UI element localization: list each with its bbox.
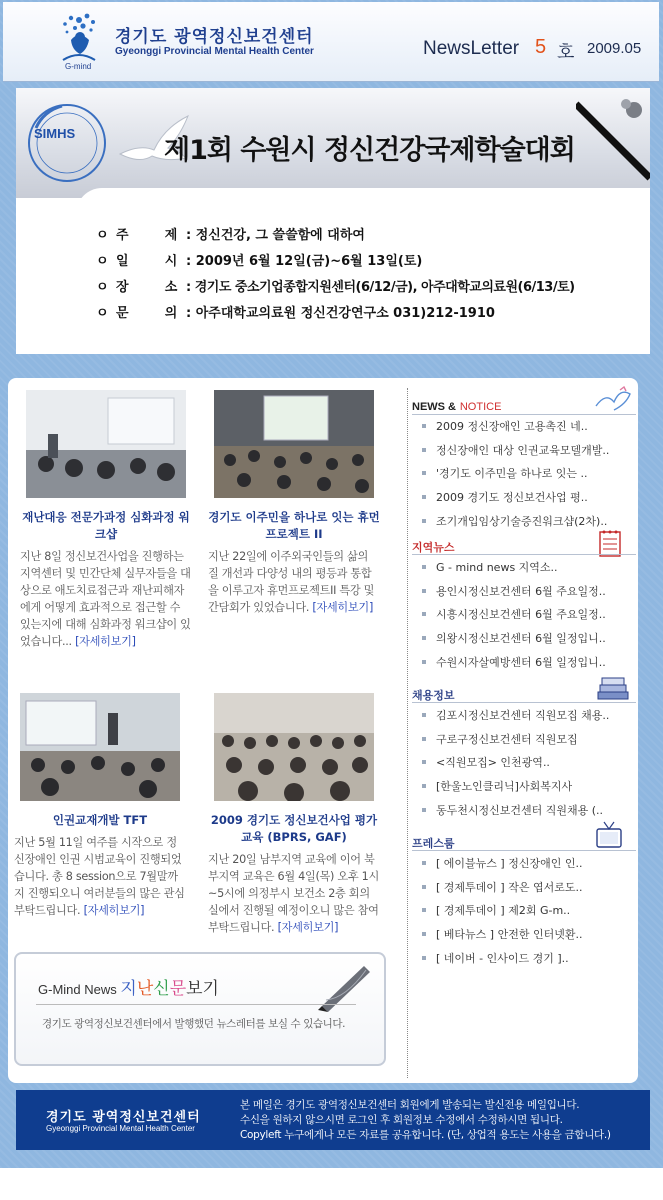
list-item[interactable] — [412, 414, 632, 438]
article-summary — [208, 548, 380, 616]
list-item-text[interactable]: G - mind news 지역소.. — [436, 560, 558, 574]
list-item[interactable] — [412, 946, 632, 970]
newsletter-label: NewsLetter — [423, 38, 520, 59]
logo-caption: G-mind — [65, 62, 92, 71]
list-item[interactable] — [412, 650, 632, 674]
article-photo[interactable] — [20, 693, 180, 801]
news-notice-title-a: NEWS & — [412, 401, 456, 413]
bullet-icon — [422, 589, 426, 593]
list-item-text[interactable]: 2009 경기도 정신보건사업 평.. — [436, 490, 588, 504]
footer — [16, 1090, 650, 1150]
bullet-icon — [422, 885, 426, 889]
article-title[interactable]: 인권교재개발 TFT — [52, 813, 148, 827]
read-more-link[interactable]: [자세히보기] — [277, 921, 339, 934]
bullet-icon — [422, 760, 426, 764]
conference-banner[interactable] — [16, 88, 650, 354]
list-item-text[interactable]: 정신장애인 대상 인권교육모델개발.. — [436, 443, 610, 457]
read-more-link[interactable]: [자세히보기] — [75, 635, 136, 648]
bullet-icon — [422, 424, 426, 428]
bullet-icon — [422, 737, 426, 741]
info-bullet: ㅇ — [96, 305, 109, 321]
archive-title-suffix: 보기 — [186, 979, 219, 998]
bullet-icon — [422, 471, 426, 475]
article-body-text: 지난 20일 남부지역 교육에 이어 북부지역 교육은 6월 4일(목) 오후 1시~5시에 의정부시 보건소 2층 회의실에서 진행될 예정이오니 많은 참여 부탁드립니다. — [208, 853, 379, 934]
list-item[interactable] — [412, 626, 632, 650]
banner-title: 제1회 수원시 정신건강국제학술대회 — [164, 135, 575, 166]
local-news-list — [412, 555, 632, 673]
list-item[interactable] — [412, 750, 632, 774]
list-item-text[interactable]: 2009 정신장애인 고용촉진 네.. — [436, 419, 588, 433]
footer-line: Copyleft 누구에게나 모든 자료를 공유합니다. (단, 상업적 용도는 사용을 금합니다.) — [240, 1129, 611, 1141]
bullet-icon — [422, 636, 426, 640]
bullet-icon — [422, 784, 426, 788]
list-item[interactable] — [412, 602, 632, 626]
issue-suffix: 호 — [557, 42, 575, 63]
article-body-text: 지난 22일에 이주외국인들의 삶의 질 개선과 다양성 내의 평등과 통합을 이루고자 휴먼프로젝트II 특강 및 간담회가 있었습니다. — [208, 550, 375, 614]
press-list — [412, 851, 632, 969]
list-item[interactable] — [412, 727, 632, 751]
list-item-text[interactable]: [ 네이버 - 인사이드 경기 ].. — [436, 951, 569, 965]
list-item-text[interactable]: 조기개입임상기술증진워크샵(2차).. — [436, 514, 608, 528]
tv-icon — [594, 820, 624, 850]
local-news-heading[interactable]: 지역뉴스 — [412, 541, 455, 554]
books-icon — [596, 674, 630, 702]
column-divider — [407, 388, 408, 1078]
info-row-date — [96, 246, 575, 272]
bullet-icon — [422, 932, 426, 936]
info-key: 문 의 — [116, 305, 178, 321]
archive-banner[interactable] — [14, 952, 386, 1066]
info-key: 일 시 — [116, 253, 178, 269]
bullet-icon — [422, 519, 426, 523]
scribble-heart-icon — [594, 386, 634, 412]
list-item-text[interactable]: <직원모집> 인천광역.. — [436, 756, 550, 770]
article-summary — [14, 834, 186, 919]
bullet-icon — [422, 448, 426, 452]
list-item-text[interactable]: 시흥시정신보건센터 6월 주요일정.. — [436, 608, 606, 622]
article-title[interactable]: 경기도 이주민을 하나로 잇는 휴먼 프로젝트 II — [208, 510, 380, 541]
info-row-venue — [96, 272, 575, 298]
info-bullet: ㅇ — [96, 279, 109, 295]
list-item-text[interactable]: 동두천시정신보건센터 직원채용 (.. — [436, 803, 604, 817]
news-notice-title-b: NOTICE — [459, 401, 502, 413]
info-value: : 정신건강, 그 쓸쓸함에 대하여 — [186, 227, 365, 243]
org-name-en: Gyeonggi Provincial Mental Health Center — [115, 46, 314, 57]
list-item-text[interactable]: 용인시정신보건센터 6월 주요일정.. — [436, 584, 606, 598]
jobs-list — [412, 703, 632, 821]
info-bullet: ㅇ — [96, 253, 109, 269]
footer-org-en: Gyeonggi Provincial Mental Health Center — [46, 1124, 195, 1133]
info-key: 장 소 — [116, 279, 178, 295]
simhs-badge-icon — [22, 98, 112, 188]
list-item[interactable] — [412, 898, 632, 922]
info-bullet: ㅇ — [96, 227, 109, 243]
article-summary — [20, 548, 192, 650]
list-item-text[interactable]: [ 경제투데이 ] 작은 엽서로도.. — [436, 880, 583, 894]
list-item-text[interactable]: 의왕시정신보건센터 6월 일정입니.. — [436, 631, 606, 645]
simhs-badge-text: SIMHS — [34, 126, 76, 141]
issue-number: 5 — [535, 36, 547, 58]
list-item[interactable] — [412, 851, 632, 875]
header — [3, 2, 659, 82]
footer-line: 본 메일은 경기도 광역정신보건센터 회원에게 발송되는 발신전용 메일입니다. — [240, 1099, 580, 1111]
archive-title-char: 지 — [120, 979, 137, 998]
article-card[interactable] — [14, 693, 186, 919]
mourning-ribbon-icon — [576, 98, 650, 198]
list-item[interactable] — [412, 798, 632, 822]
list-item[interactable] — [412, 875, 632, 899]
read-more-link[interactable]: [자세히보기] — [83, 904, 145, 917]
list-item-text[interactable]: [ 경제투데이 ] 제2회 G-m.. — [436, 904, 571, 918]
article-card[interactable] — [208, 693, 380, 936]
archive-description: 경기도 광역정신보건센터에서 발행했던 뉴스레터를 보실 수 있습니다. — [42, 1018, 346, 1030]
news-notice-list — [412, 414, 632, 532]
info-row-topic — [96, 220, 575, 246]
list-item[interactable] — [412, 703, 632, 727]
bullet-icon — [422, 495, 426, 499]
list-item[interactable] — [412, 461, 632, 485]
article-title[interactable]: 2009 경기도 정신보건사업 평가교육 (BPRS, GAF) — [210, 813, 378, 844]
bullet-icon — [422, 565, 426, 569]
list-item[interactable] — [412, 485, 632, 509]
article-card[interactable] — [20, 390, 192, 650]
list-item[interactable] — [412, 922, 632, 946]
list-item-text[interactable]: [한울노인클리닉]사회복지사 — [436, 779, 573, 793]
bullet-icon — [422, 660, 426, 664]
list-item[interactable] — [412, 579, 632, 603]
bullet-icon — [422, 808, 426, 812]
bullet-icon — [422, 612, 426, 616]
org-name-ko[interactable]: 경기도 광역정신보건센터 — [115, 27, 314, 47]
article-title[interactable]: 재난대응 전문가과정 심화과정 워크샵 — [22, 510, 190, 541]
info-value: : 2009년 6월 12일(금)~6월 13일(토) — [186, 253, 423, 269]
archive-title — [38, 974, 219, 999]
list-item[interactable] — [412, 774, 632, 798]
footer-line: 수신을 원하지 않으시면 로그인 후 회원정보 수정에서 수정하시면 됩니다. — [240, 1114, 563, 1126]
list-item[interactable] — [412, 438, 632, 462]
footer-org-ko: 경기도 광역정신보건센터 — [46, 1110, 201, 1125]
info-value: : 아주대학교의료원 정신건강연구소 031)212-1910 — [186, 305, 495, 321]
list-item-text[interactable]: 구로구정신보건센터 직원모집 — [436, 732, 578, 746]
issue-date: 2009.05 — [587, 40, 642, 57]
article-summary — [208, 851, 380, 936]
info-key: 주 제 — [116, 227, 178, 243]
bullet-icon — [422, 908, 426, 912]
archive-title-char: 신 — [153, 979, 170, 998]
list-item-text[interactable]: '경기도 이주민을 하나로 잇는 .. — [436, 467, 588, 481]
bullet-icon — [422, 956, 426, 960]
article-photo[interactable] — [26, 390, 186, 498]
archive-title-char: 문 — [169, 979, 187, 998]
list-item-text[interactable]: 김포시정신보건센터 직원모집 채용.. — [436, 708, 610, 722]
article-photo[interactable] — [214, 693, 374, 801]
bullet-icon — [422, 861, 426, 865]
jobs-heading[interactable]: 채용정보 — [412, 689, 455, 702]
banner-info-list — [96, 220, 575, 324]
archive-rule — [36, 1004, 356, 1005]
info-row-contact — [96, 298, 575, 324]
list-item[interactable] — [412, 555, 632, 579]
press-heading[interactable]: 프레스룸 — [412, 837, 455, 850]
news-notice-heading[interactable] — [412, 400, 501, 413]
article-body-text: 지난 8일 정신보건사업을 진행하는 지역센터 및 민간단체 실무자들을 대상으로 애도치료접근과 재난피해자에게 어떻게 효과적으로 접근할 수 있는지에 대해 심화과정 워크샵이 있었습니다... — [20, 550, 191, 648]
list-item-text[interactable]: [ 에이블뉴스 ] 정신장애인 인.. — [436, 856, 583, 870]
list-item-text[interactable]: 수원시자살예방센터 6월 일정입니.. — [436, 655, 606, 669]
article-body-text: 지난 5월 11일 여주를 시작으로 정신장애인 인권 시범교육이 진행되었습니다. 총 8 session으로 7월말까지 진행되오니 여러분들의 많은 관심 부탁드립니다. — [14, 836, 185, 917]
read-more-link[interactable]: [자세히보기] — [312, 601, 374, 614]
article-photo[interactable] — [214, 390, 374, 498]
article-card[interactable] — [208, 390, 380, 616]
info-value: : 경기도 중소기업종합지원센터(6/12/금), 아주대학교의료원(6/13/토) — [186, 279, 575, 295]
archive-title-char: 난 — [136, 979, 154, 998]
footer-notice — [240, 1098, 611, 1143]
archive-title-prefix: G-Mind News — [38, 982, 117, 997]
list-item-text[interactable]: [ 베타뉴스 ] 안전한 인터넷환.. — [436, 927, 583, 941]
bullet-icon — [422, 713, 426, 717]
